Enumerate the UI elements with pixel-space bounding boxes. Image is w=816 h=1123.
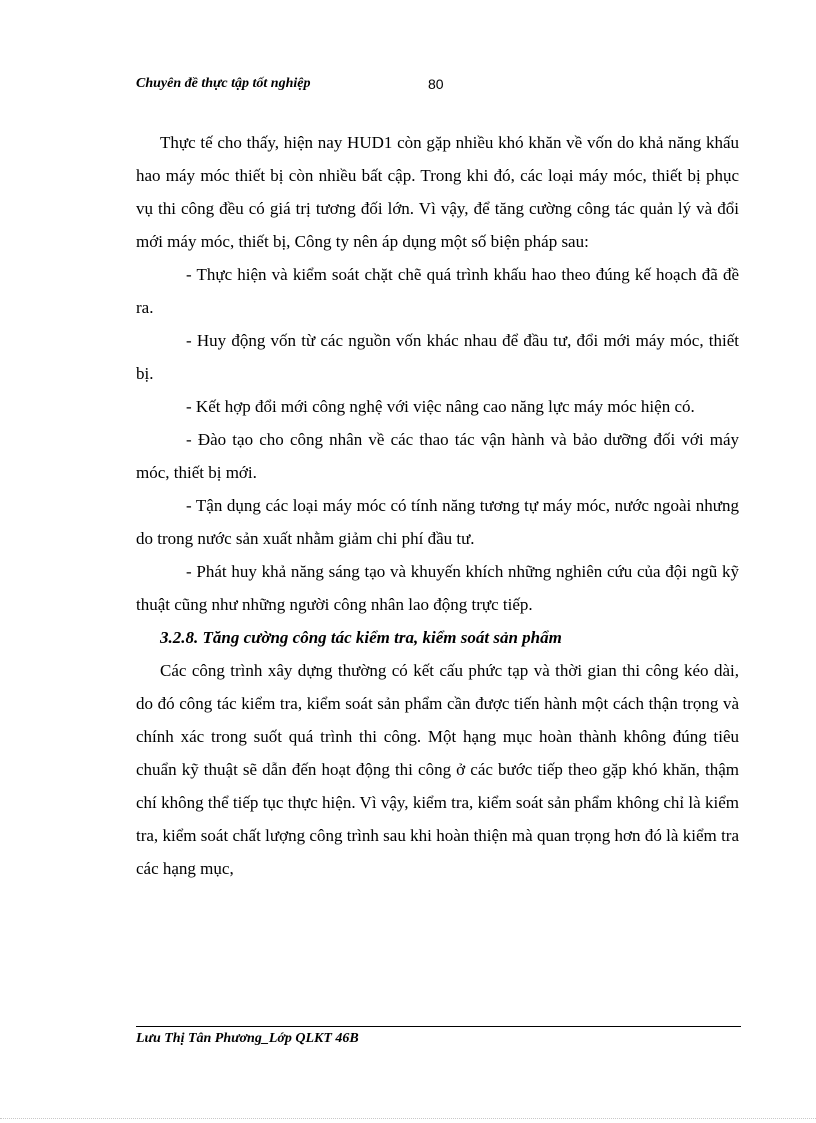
section-paragraph: Các công trình xây dựng thường có kết cấu phức tạp và thời gian thi công kéo dài, do đó công tác kiểm tra, kiểm soát sản phẩm cần được tiến hành một cách thận trọng và chính xác trong suốt quá trình thi công. Một hạng mục hoàn thành không đúng tiêu chuẩn kỹ thuật sẽ dẫn đến hoạt động thi công ở các bước tiếp theo gặp khó khăn, thậm chí không thể tiếp tục thực hiện. Vì vậy, kiểm tra, kiểm soát sản phẩm không chỉ là kiểm tra, kiểm soát chất lượng công trình sau khi hoàn thiện mà quan trọng hơn đó là kiểm tra các hạng mục, xyxy=(136,661,739,878)
bullet-item: - Huy động vốn từ các nguồn vốn khác nhau để đầu tư, đổi mới máy móc, thiết bị. xyxy=(136,331,739,383)
bullet-item: - Đào tạo cho công nhân về các thao tác vận hành và bảo dưỡng đối với máy móc, thiết bị mới. xyxy=(136,430,739,482)
bullet-item: - Phát huy khả năng sáng tạo và khuyến khích những nghiên cứu của đội ngũ kỹ thuật cũng như những người công nhân lao động trực tiếp. xyxy=(136,562,739,614)
footer-author: Lưu Thị Tân Phương_Lớp QLKT 46B xyxy=(136,1031,359,1046)
header-title: Chuyên đề thực tập tốt nghiệp xyxy=(136,76,311,91)
bullet-item: - Tận dụng các loại máy móc có tính năng tương tự máy móc, nước ngoài nhưng do trong nước sản xuất nhằm giảm chi phí đầu tư. xyxy=(136,496,739,548)
document-body xyxy=(136,126,739,885)
intro-paragraph: Thực tế cho thấy, hiện nay HUD1 còn gặp nhiều khó khăn về vốn do khả năng khấu hao máy móc thiết bị còn nhiều bất cập. Trong khi đó, các loại máy móc, thiết bị phục vụ thi công đều có giá trị tương đối lớn. Vì vậy, để tăng cường công tác quản lý và đổi mới máy móc, thiết bị, Công ty nên áp dụng một số biện pháp sau: xyxy=(136,133,739,251)
page-number: 80 xyxy=(428,76,444,92)
bullet-item: - Kết hợp đổi mới công nghệ với việc nâng cao năng lực máy móc hiện có. xyxy=(186,397,695,416)
section-heading: 3.2.8. Tăng cường công tác kiểm tra, kiểm soát sản phẩm xyxy=(160,628,562,647)
bullet-item: - Thực hiện và kiểm soát chặt chẽ quá trình khấu hao theo đúng kế hoạch đã đề ra. xyxy=(136,265,739,317)
footer-divider xyxy=(136,1026,741,1027)
page-edge-divider xyxy=(0,1118,816,1119)
